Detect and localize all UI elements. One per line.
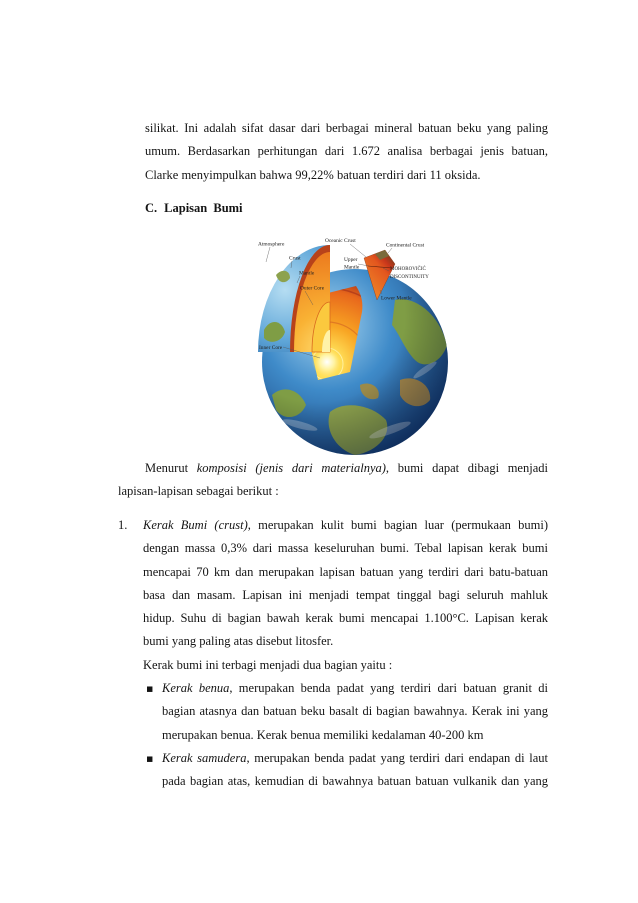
text-line: basa dan masam. Lapisan ini menjadi tempat tinggal bagi seluruh mahluk — [143, 587, 548, 602]
text-line — [143, 514, 548, 537]
bullet-item — [143, 747, 548, 794]
leader-line — [388, 248, 392, 253]
list-number: 1. — [118, 518, 128, 532]
label-upper-mantle: Mantle — [344, 264, 360, 271]
label-outer-core: Outer Core — [300, 285, 325, 292]
text-line: mencapai 70 km dan merupakan lapisan batuan yang terdiri dari batu-batuan — [143, 564, 548, 579]
label-inner-core: Inner Core — [259, 345, 283, 351]
section-letter: C. — [145, 201, 158, 215]
label-crust: Crust — [289, 255, 301, 262]
bullet-item — [143, 677, 548, 747]
italic-term: Kerak benua — [162, 681, 230, 696]
earth-layers-figure — [250, 232, 455, 460]
italic-term: Kerak samudera — [162, 750, 247, 765]
label-mantle: Mantle — [299, 270, 315, 277]
text-line: merupakan benua. Kerak benua memiliki kedalaman 40-200 km — [162, 727, 484, 742]
text-line: silikat. Ini adalah sifat dasar dari berbagai mineral batuan beku yang paling — [145, 121, 548, 135]
text-line: lapisan-lapisan sebagai berikut : — [118, 484, 279, 499]
bullet-square-icon: ▪ — [146, 682, 154, 696]
body-paragraph — [118, 457, 548, 504]
leader-line — [266, 247, 270, 262]
bullet-text — [162, 677, 548, 747]
text-line: dengan massa 0,3% dari massa keseluruhan bumi. Tebal lapisan kerak bumi — [143, 541, 548, 556]
section-heading — [145, 197, 243, 220]
text-line — [162, 747, 548, 770]
bullet-text — [162, 747, 548, 794]
label-upper-mantle: Upper — [344, 257, 358, 263]
label-oceanic-crust: Oceanic Crust — [325, 238, 356, 244]
section-title: Lapisan Bumi — [164, 201, 243, 215]
label-continental-crust: Continental Crust — [386, 242, 425, 249]
list-item — [143, 514, 548, 794]
italic-term: komposisi (jenis dari materialnya) — [196, 461, 386, 475]
text-line: bumi yang paling atas disebut litosfer. — [143, 634, 334, 649]
label-discontinuity: DISCONTINUITY — [390, 275, 429, 280]
label-atmosphere: Atmosphere — [258, 241, 285, 248]
text-run: , merupakan benda padat yang terdiri dari endapan di laut — [246, 750, 548, 765]
label-lower-mantle: Lower Mantle — [381, 295, 412, 302]
text-run: , merupakan benda padat yang terdiri dari batuan granit di — [229, 681, 548, 696]
text-line: Clarke menyimpulkan bahwa 99,22% batuan terdiri dari 11 oksida. — [145, 167, 481, 182]
text-line: bagian atasnya dan batuan beku basalt di bagian bawahnya. Kerak ini yang — [162, 704, 548, 719]
italic-term: Kerak Bumi (crust) — [143, 518, 248, 532]
text-run: , merupakan kulit bumi bagian luar (permukaan bumi) — [247, 518, 548, 532]
text-line: pada bagian atas, kemudian di bawahnya batuan batuan vulkanik dan yang — [162, 774, 548, 789]
intro-paragraph — [145, 117, 548, 187]
text-line — [162, 677, 548, 700]
text-line — [118, 457, 548, 480]
numbered-list — [118, 514, 548, 794]
leader-line — [350, 244, 366, 257]
text-run: , bumi dapat dibagi menjadi — [385, 461, 548, 475]
text-line: hidup. Suhu di bagian bawah kerak bumi mencapai 1.100°C. Lapisan kerak — [143, 611, 548, 626]
label-mohorovicic: MOHOROVIČIĆ — [390, 267, 426, 272]
text-run: Menurut — [145, 461, 197, 475]
text-line: Kerak bumi ini terbagi menjadi dua bagian yaitu : — [143, 657, 393, 672]
text-line: umum. Berdasarkan perhitungan dari 1.672 analisa berbagai jenis batuan, — [145, 144, 548, 159]
bullet-square-icon: ▪ — [146, 751, 154, 765]
